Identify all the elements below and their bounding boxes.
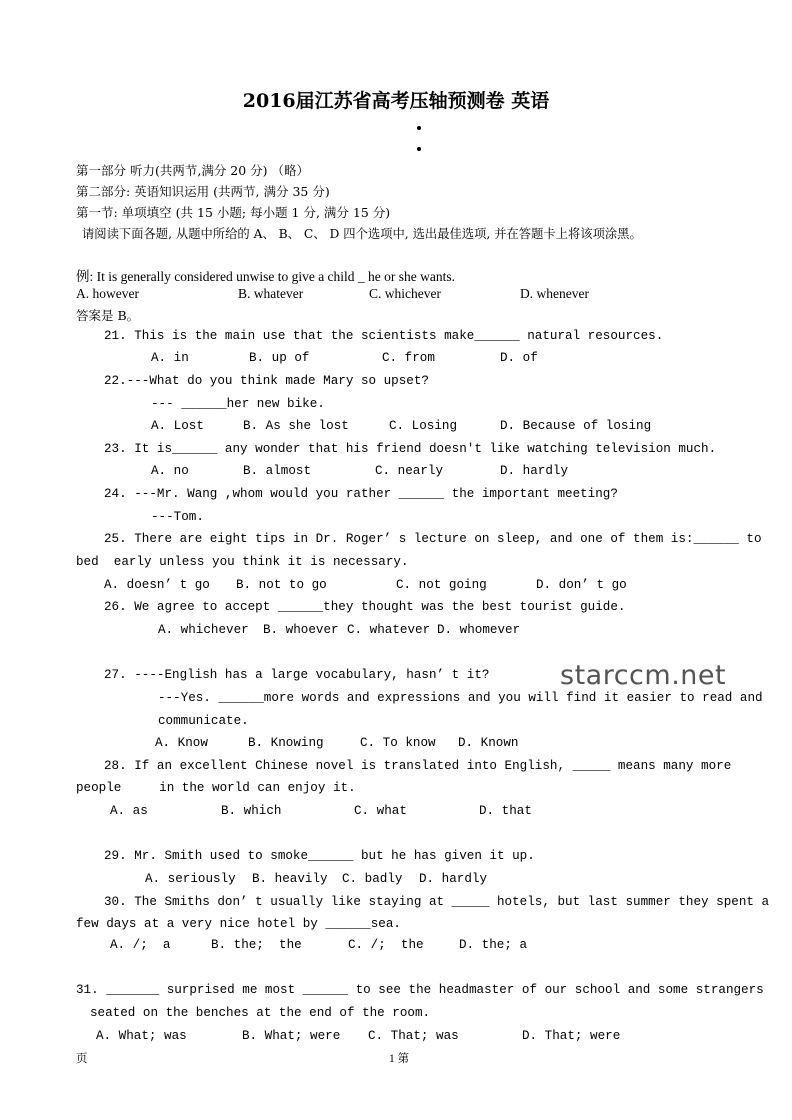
question-31-option: B. What; were bbox=[242, 1029, 341, 1043]
question-30-option: A. /; a bbox=[110, 938, 171, 952]
example-option: A. however bbox=[76, 286, 139, 301]
question-29-option: A. seriously bbox=[145, 872, 236, 886]
question-22-line: --- ______her new bike. bbox=[151, 397, 325, 411]
question-28-option: B. which bbox=[221, 804, 282, 818]
question-21-option: C. from bbox=[382, 351, 435, 365]
question-27-option: D. Known bbox=[458, 736, 519, 750]
example-question: 例: It is generally considered unwise to give a child _ he or she wants. bbox=[76, 269, 456, 284]
question-26-option: B. whoever bbox=[263, 623, 339, 637]
question-22-option: C. Losing bbox=[389, 419, 458, 433]
question-23-option: D. hardly bbox=[500, 464, 569, 478]
question-27-option: B. Knowing bbox=[248, 736, 324, 750]
footer-left: 页 bbox=[76, 1051, 88, 1065]
question-22-option: D. Because of losing bbox=[500, 419, 652, 433]
bullet-dot bbox=[417, 147, 421, 151]
question-25-option: B. not to go bbox=[236, 578, 327, 592]
question-30-option: D. the; a bbox=[459, 938, 528, 952]
question-27-option: C. To know bbox=[360, 736, 436, 750]
question-31-line: 31. _______ surprised me most ______ to see the headmaster of our school and some strangers bbox=[76, 983, 764, 997]
part2-heading: 第二部分: 英语知识运用 (共两节, 满分 35 分) bbox=[76, 184, 330, 199]
section1-heading: 第一节: 单项填空 (共 15 小题; 每小题 1 分, 满分 15 分) bbox=[76, 205, 391, 220]
question-30-option: C. /; the bbox=[348, 938, 424, 952]
bullet-dot bbox=[417, 126, 421, 130]
question-25-line: bed early unless you think it is necessary. bbox=[76, 555, 409, 569]
question-25-option: C. not going bbox=[396, 578, 487, 592]
question-28-option: A. as bbox=[110, 804, 148, 818]
question-21-option: B. up of bbox=[249, 351, 310, 365]
question-26-option: A. whichever bbox=[158, 623, 249, 637]
question-26-option: D. whomever bbox=[437, 623, 521, 637]
question-28-line: people in the world can enjoy it. bbox=[76, 781, 356, 795]
page-title: 2016届江苏省高考压轴预测卷 英语 bbox=[242, 90, 550, 112]
question-26-option: C. whatever bbox=[347, 623, 431, 637]
question-27-option: A. Know bbox=[155, 736, 208, 750]
question-22-option: A. Lost bbox=[151, 419, 204, 433]
example-option: D. whenever bbox=[520, 286, 589, 301]
example-option: C. whichever bbox=[369, 286, 441, 301]
question-25-line: 25. There are eight tips in Dr. Roger’ s lecture on sleep, and one of them is:______ to bbox=[104, 532, 762, 546]
page-number: 1 第 bbox=[389, 1053, 410, 1065]
question-31-option: A. What; was bbox=[96, 1029, 187, 1043]
question-22-line: 22.---What do you think made Mary so upset? bbox=[104, 374, 429, 388]
question-27-line: ---Yes. ______more words and expressions and you will find it easier to read and bbox=[158, 691, 763, 705]
question-29-stem: 29. Mr. Smith used to smoke______ but he has given it up. bbox=[104, 849, 535, 863]
question-23-option: A. no bbox=[151, 464, 189, 478]
question-31-option: D. That; were bbox=[522, 1029, 621, 1043]
question-24-line: 24. ---Mr. Wang ,whom would you rather ______ the important meeting? bbox=[104, 487, 618, 501]
question-22-option: B. As she lost bbox=[243, 419, 349, 433]
question-28-option: D. that bbox=[479, 804, 532, 818]
question-28-option: C. what bbox=[354, 804, 407, 818]
question-27-line: communicate. bbox=[158, 714, 249, 728]
question-25-option: A. doesn’ t go bbox=[104, 578, 210, 592]
question-21-option: D. of bbox=[500, 351, 538, 365]
part1-heading: 第一部分 听力(共两节,满分 20 分) （略） bbox=[76, 163, 310, 178]
instruction-text: 请阅读下面各题, 从题中所给的 A、 B、 C、 D 四个选项中, 选出最佳选项, 并在答题卡上将该项涂黑。 bbox=[82, 227, 642, 241]
question-25-option: D. don’ t go bbox=[536, 578, 627, 592]
question-30-option: B. the; the bbox=[211, 938, 302, 952]
question-21-stem: 21. This is the main use that the scientists make______ natural resources. bbox=[104, 329, 664, 343]
question-24-line: ---Tom. bbox=[151, 510, 204, 524]
question-29-option: B. heavily bbox=[252, 872, 328, 886]
question-31-line: seated on the benches at the end of the room. bbox=[90, 1006, 431, 1020]
question-31-option: C. That; was bbox=[368, 1029, 459, 1043]
question-21-option: A. in bbox=[151, 351, 189, 365]
watermark: starccm.net bbox=[560, 660, 727, 691]
example-answer: 答案是 B。 bbox=[76, 308, 140, 323]
question-23-stem: 23. It is______ any wonder that his friend doesn't like watching television much. bbox=[104, 442, 717, 456]
question-28-line: 28. If an excellent Chinese novel is translated into English, _____ means many more bbox=[104, 759, 732, 773]
question-23-option: B. almost bbox=[243, 464, 312, 478]
question-29-option: C. badly bbox=[342, 872, 403, 886]
example-option: B. whatever bbox=[238, 286, 304, 301]
question-23-option: C. nearly bbox=[375, 464, 444, 478]
question-26-stem: 26. We agree to accept ______they thought was the best tourist guide. bbox=[104, 600, 626, 614]
question-27-line: 27. ----English has a large vocabulary, hasn’ t it? bbox=[104, 668, 490, 682]
question-30-line: 30. The Smiths don’ t usually like staying at _____ hotels, but last summer they spent a bbox=[104, 895, 770, 909]
question-30-line: few days at a very nice hotel by ______sea. bbox=[76, 917, 401, 931]
question-29-option: D. hardly bbox=[419, 872, 488, 886]
